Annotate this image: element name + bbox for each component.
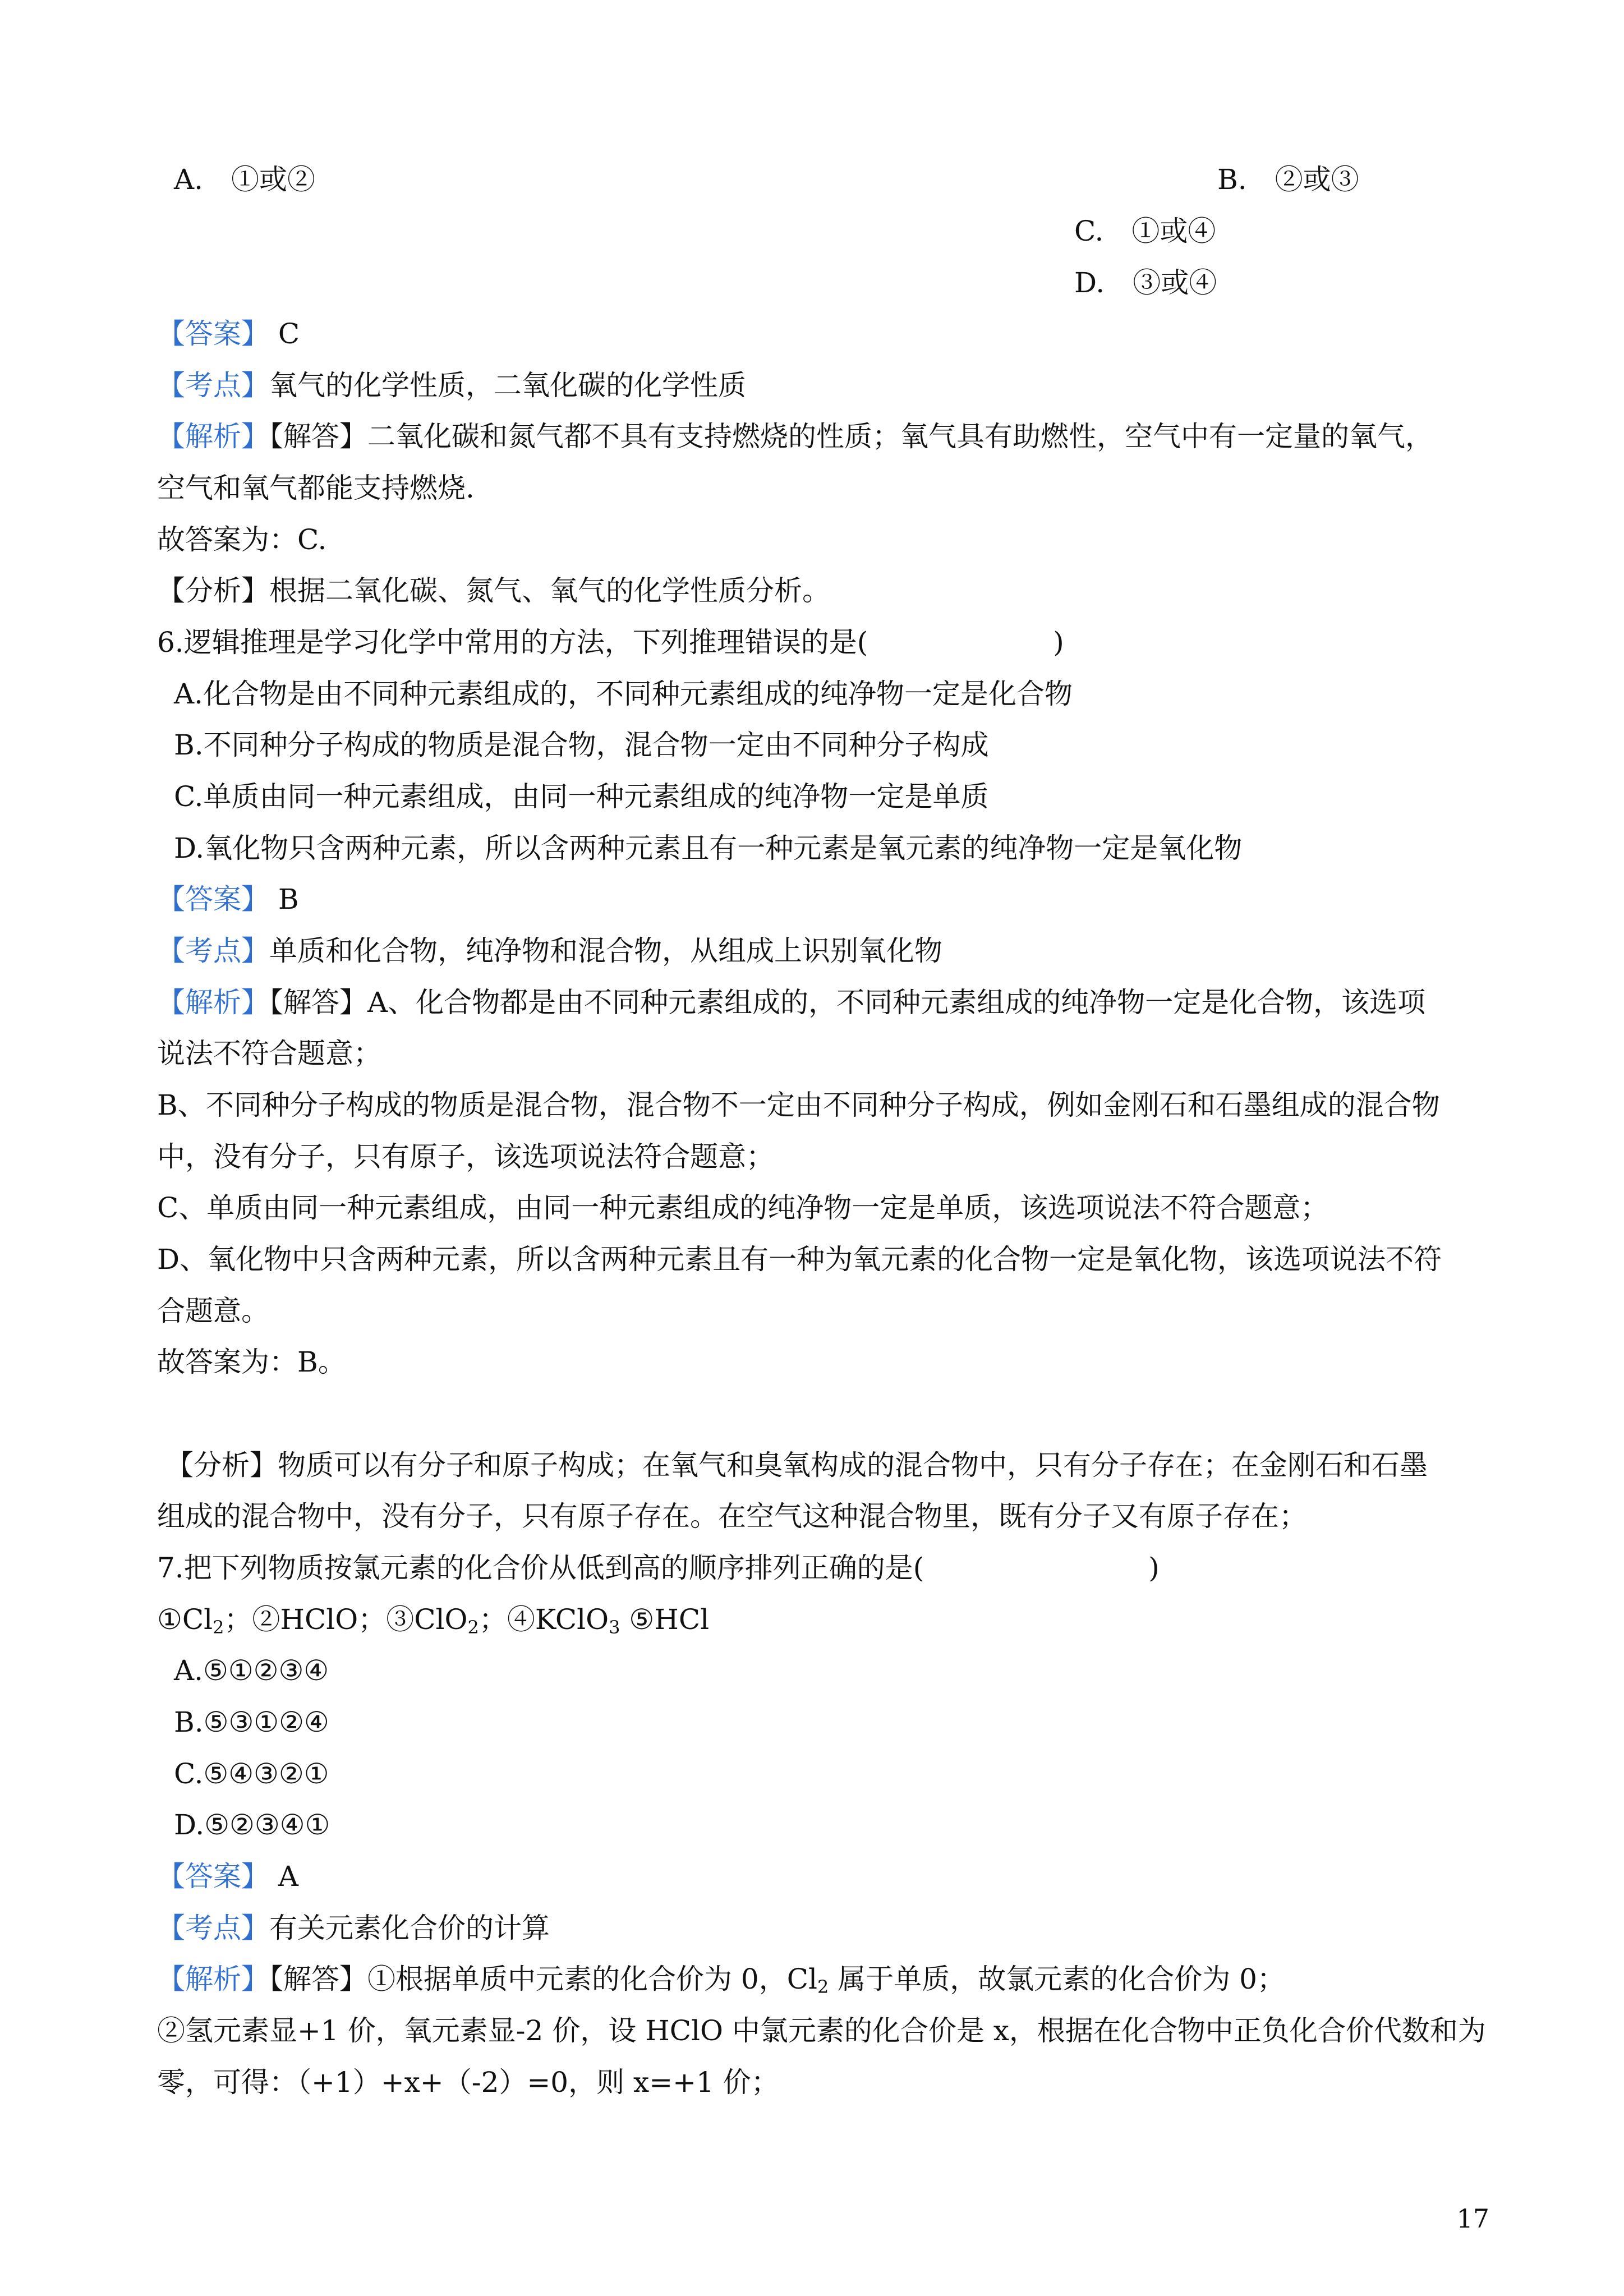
q7-substances — [157, 1603, 709, 1636]
subscript: 2 — [817, 1976, 829, 1998]
jiexi-text: 【解答】A、化合物都是由不同种元素组成的，不同种元素组成的纯净物一定是化合物，该选项 — [269, 986, 1426, 1019]
q6-kaodian — [157, 934, 942, 968]
q5-jiexi-line-1 — [157, 420, 1433, 453]
kaodian-text: 单质和化合物，纯净物和混合物，从组成上识别氧化物 — [269, 935, 942, 967]
answer-value: C — [269, 318, 300, 350]
q7-option-c: C.⑤④③②① — [174, 1757, 329, 1790]
q7-jiexi-line-2: ②氢元素显+1 价，氧元素显-2 价，设 HClO 中氯元素的化合价是 x，根据在化合物中正负化合价代数和为 — [157, 2014, 1486, 2047]
q7-stem-text: 7.把下列物质按氯元素的化合价从低到高的顺序排列正确的是( — [157, 1552, 924, 1584]
jiexi-tag: 【解析】 — [157, 420, 269, 453]
q6-stem-end: ) — [1053, 626, 1064, 659]
q6-jiexi-line-6: D、氧化物中只含两种元素，所以含两种元素且有一种为氧元素的化合物一定是氧化物，该选项说法不符 — [157, 1243, 1442, 1276]
answer-value: B — [269, 883, 299, 915]
answer-tag: 【答案】 — [157, 318, 269, 350]
q5-answer — [157, 317, 300, 351]
q6-option-d: D.氧化物只含两种元素，所以含两种元素且有一种元素是氧元素的纯净物一定是氧化物 — [174, 832, 1243, 864]
q5-jiexi-line-2: 空气和氧气都能支持燃烧. — [157, 472, 475, 504]
subscript: 2 — [467, 1617, 479, 1638]
q6-conclusion: 故答案为：B。 — [157, 1346, 346, 1378]
kaodian-tag: 【考点】 — [157, 935, 269, 967]
q5-option-a: A. ①或② — [174, 163, 316, 196]
q5-option-b: B. ②或③ — [1217, 163, 1359, 196]
q7-option-a: A.⑤①②③④ — [174, 1654, 329, 1687]
q6-answer — [157, 882, 299, 916]
q6-jiexi-line-7: 合题意。 — [157, 1295, 269, 1327]
q6-option-b: B.不同种分子构成的物质是混合物，混合物一定由不同种分子构成 — [174, 729, 989, 761]
subscript: 2 — [213, 1617, 224, 1638]
q7-stem — [157, 1551, 1160, 1585]
q5-conclusion: 故答案为：C. — [157, 523, 327, 556]
substance-text: ①Cl — [157, 1603, 213, 1636]
q7-answer — [157, 1860, 298, 1893]
substance-text: ⑤HCl — [620, 1603, 710, 1636]
q6-fenxi-line-1: 【分析】物质可以有分子和原子构成；在氧气和臭氧构成的混合物中，只有分子存在；在金刚石和石墨 — [165, 1449, 1428, 1481]
q6-option-c: C.单质由同一种元素组成，由同一种元素组成的纯净物一定是单质 — [174, 780, 989, 813]
answer-tag: 【答案】 — [157, 1860, 269, 1893]
jiexi-text: 【解答】①根据单质中元素的化合价为 0，Cl — [269, 1963, 817, 1995]
q6-option-a: A.化合物是由不同种元素组成的，不同种元素组成的纯净物一定是化合物 — [174, 678, 1073, 710]
kaodian-tag: 【考点】 — [157, 369, 269, 402]
q7-option-b: B.⑤③①②④ — [174, 1706, 329, 1738]
kaodian-tag: 【考点】 — [157, 1912, 269, 1944]
q6-jiexi-line-4: 中，没有分子，只有原子，该选项说法符合题意； — [157, 1140, 774, 1173]
jiexi-text: 【解答】二氧化碳和氮气都不具有支持燃烧的性质；氧气具有助燃性，空气中有一定量的氧气， — [269, 420, 1433, 453]
q6-jiexi-line-2: 说法不符合题意； — [157, 1037, 381, 1070]
q7-jiexi-line-1 — [157, 1962, 1285, 1996]
q5-option-c: C. ①或④ — [1074, 215, 1216, 247]
q7-stem-end: ) — [1148, 1552, 1160, 1584]
jiexi-tag: 【解析】 — [157, 986, 269, 1019]
q6-fenxi-line-2: 组成的混合物中，没有分子，只有原子存在。在空气这种混合物里，既有分子又有原子存在； — [157, 1500, 1307, 1533]
q5-option-d: D. ③或④ — [1074, 266, 1217, 299]
q6-jiexi-line-5: C、单质由同一种元素组成，由同一种元素组成的纯净物一定是单质，该选项说法不符合题意； — [157, 1191, 1329, 1224]
jiexi-text: 属于单质，故氯元素的化合价为 0； — [829, 1963, 1285, 1995]
q7-option-d: D.⑤②③④① — [174, 1809, 330, 1841]
substance-text: ；②HClO；③ClO — [224, 1603, 468, 1636]
q7-jiexi-line-3: 零，可得：（+1）+x+（-2）=0，则 x=+1 价； — [157, 2066, 779, 2099]
q6-stem-text: 6.逻辑推理是学习化学中常用的方法，下列推理错误的是( — [157, 626, 868, 659]
q6-jiexi-line-3: B、不同种分子构成的物质是混合物，混合物不一定由不同种分子构成，例如金刚石和石墨组成的混合物 — [157, 1089, 1440, 1121]
kaodian-text: 氧气的化学性质，二氧化碳的化学性质 — [269, 369, 746, 402]
q7-kaodian — [157, 1911, 550, 1945]
subscript: 3 — [609, 1617, 620, 1638]
q5-fenxi: 【分析】根据二氧化碳、氮气、氧气的化学性质分析。 — [157, 574, 830, 607]
answer-value: A — [269, 1860, 299, 1893]
answer-tag: 【答案】 — [157, 883, 269, 915]
page-number: 17 — [1456, 2203, 1489, 2234]
q6-stem — [157, 625, 1064, 659]
jiexi-tag: 【解析】 — [157, 1963, 269, 1995]
q6-jiexi-line-1 — [157, 986, 1425, 1019]
kaodian-text: 有关元素化合价的计算 — [269, 1912, 550, 1944]
substance-text: ；④KClO — [479, 1603, 609, 1636]
q5-kaodian — [157, 369, 746, 402]
